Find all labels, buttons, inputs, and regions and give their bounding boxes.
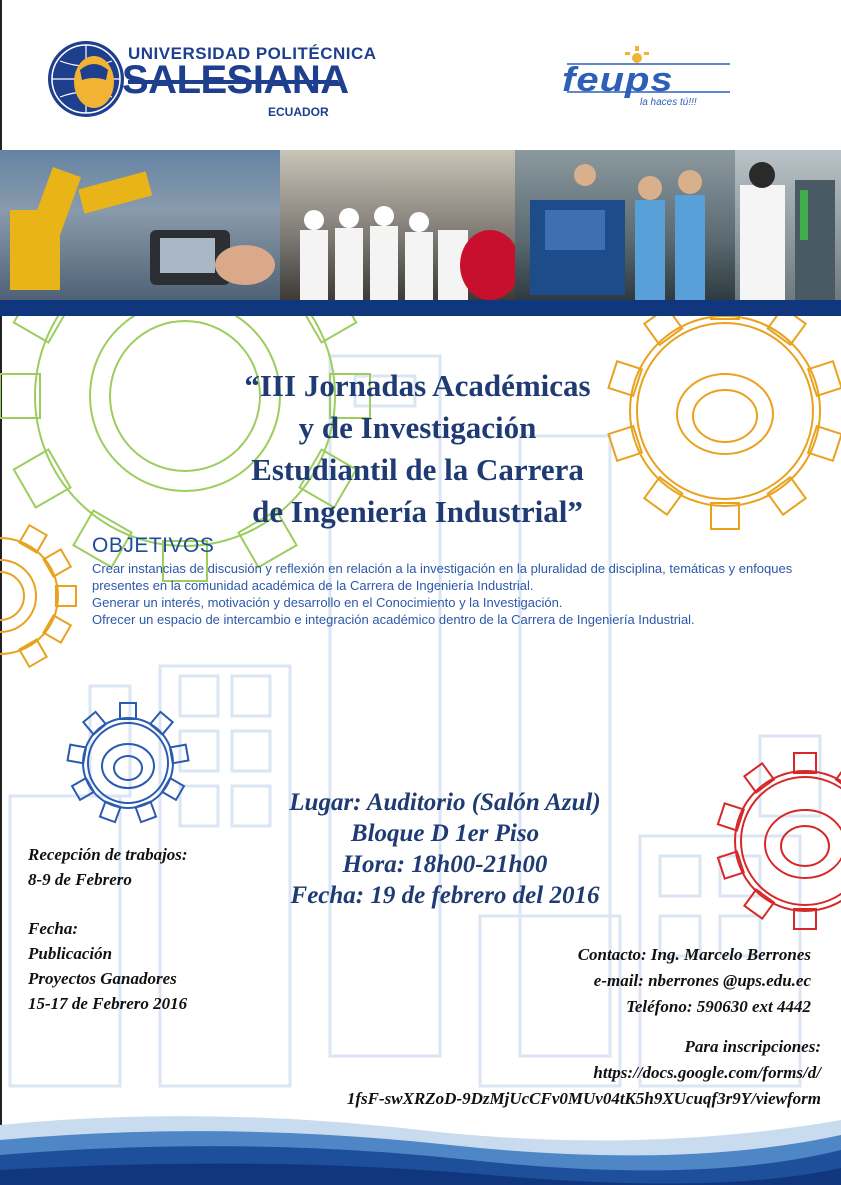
event-title-line2: y de Investigación [298,410,537,445]
machine-image [515,150,735,300]
university-name-line2: SALESIANA [122,58,349,102]
lab-image [735,150,841,300]
venue-place: Lugar: Auditorio (Salón Azul) [289,789,601,816]
event-title-line4: de Ingeniería Industrial” [252,494,583,529]
venue-time: Hora: 18h00-21h00 [342,851,548,878]
university-name-line1: UNIVERSIDAD POLITÉCNICA [128,44,377,63]
university-country: ECUADOR [268,105,329,119]
registration-url-1[interactable]: https://docs.google.com/forms/d/ [593,1063,821,1082]
robot-arm-image [0,150,280,300]
reception-label: Recepción de trabajos: [28,845,188,864]
publication-dates: 15-17 de Febrero 2016 [28,994,188,1013]
reception-info [28,842,188,892]
objective-item-1: Crear instancias de discusión y reflexión en relación a la investigación en la pluralidad de disciplina, temáticas y enfoques presentes en la comunidad académica de la Carrera de Ingeniería Industrial. [92,561,793,593]
venue-info [250,787,640,911]
feups-tagline: la haces tú!!! [640,97,697,108]
publication-label-1: Fecha: [28,919,79,938]
students-image [280,150,515,300]
publication-info [28,916,187,1016]
photo-robot-arm [0,150,280,300]
photo-strip [0,150,841,300]
registration-url-2[interactable]: 1fsF-swXRZoD-9DzMjUcCFv0MUv04tK5h9XUcuqf3r9Y/viewform [346,1089,821,1108]
contact-email[interactable]: e-mail: nberrones @ups.edu.ec [593,971,811,990]
venue-date: Fecha: 19 de febrero del 2016 [290,882,600,909]
header-blue-band [0,300,841,316]
footer-wave [0,1090,841,1185]
event-title-line3: Estudiantil de la Carrera [251,452,584,487]
event-title [170,365,665,533]
contact-name: Contacto: Ing. Marcelo Berrones [577,945,811,964]
venue-block: Bloque D 1er Piso [350,820,540,847]
contact-info [578,942,811,1020]
event-title-line1: “III Jornadas Académicas [244,368,591,403]
registration-label: Para inscripciones: [684,1037,821,1056]
publication-label-3: Proyectos Ganadores [28,969,177,988]
objective-item-3: Ofrecer un espacio de intercambio e integración académico dentro de la Carrera de Ingeniería Industrial. [92,612,695,627]
objectives-list [92,560,812,628]
photo-lab-student [735,150,841,300]
publication-label-2: Publicación [28,944,113,963]
photo-students-helmets [280,150,515,300]
feups-name: feups [562,61,674,99]
reception-dates: 8-9 de Febrero [28,870,132,889]
contact-phone: Teléfono: 590630 ext 4442 [626,997,811,1016]
objective-item-2: Generar un interés, motivación y desarrollo en el Conocimiento y la Investigación. [92,595,563,610]
objectives-heading: OBJETIVOS [92,534,215,557]
photo-students-machine [515,150,735,300]
